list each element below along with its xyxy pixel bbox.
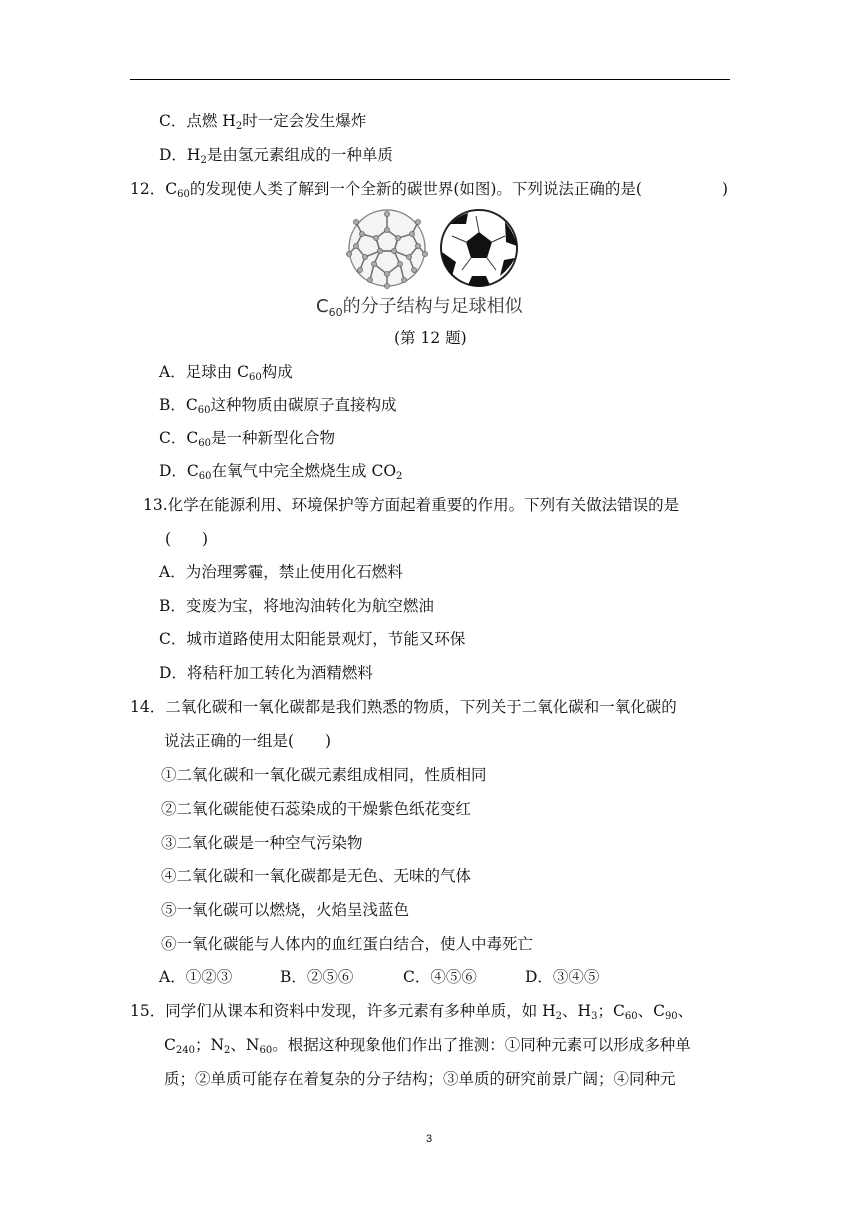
q15-line-3: 质；②单质可能存在着复杂的分子结构；③单质的研究前景广阔；④同种元 [164, 1070, 676, 1088]
q14-option-c: C．④⑤⑥ [403, 968, 477, 986]
q14-option-d: D．③④⑤ [525, 968, 600, 986]
q14-option-a: A．①②③ [159, 968, 233, 986]
q13-option-b: B．变废为宝，将地沟油转化为航空燃油 [159, 597, 434, 615]
figure-number: (第 12 题) [394, 329, 467, 347]
q12-option-c: C．$C_{60}$是一种新型化合物 [159, 429, 335, 449]
page-number: 3 [426, 1133, 433, 1145]
c60-molecule-icon [346, 210, 427, 289]
q12-option-a: A．足球由 $C_{60}$构成 [159, 363, 293, 383]
figure-caption: $C_{60}$的分子结构与足球相似 [316, 296, 523, 319]
q14-statement: ⑤一氧化碳可以燃烧，火焰呈浅蓝色 [161, 901, 410, 919]
q12-option-d: D．$C_{60}$在氧气中完全燃烧生成 $CO_2$ [159, 462, 403, 482]
q15-line-1: 15．同学们从课本和资料中发现，许多元素有多种单质，如 $H_2$、$H_3$；$C_{60}$、$C_{90}$、 [130, 1002, 694, 1022]
q11-option-d: D．$H_2$是由氢元素组成的一种单质 [159, 146, 393, 166]
q13-option-a: A．为治理雾霾，禁止使用化石燃料 [159, 563, 403, 581]
q14-option-b: B．②⑤⑥ [280, 968, 354, 986]
q14-statement: ①二氧化碳和一氧化碳元素组成相同，性质相同 [161, 766, 487, 784]
q13-stem: 13.化学在能源利用、环境保护等方面起着重要的作用。下列有关做法错误的是 [143, 496, 680, 514]
q14-statement: ②二氧化碳能使石蕊染成的干燥紫色纸花变红 [161, 800, 472, 818]
football-icon [441, 210, 517, 287]
q13-answer-paren: ( ) [165, 530, 209, 548]
q12-stem: 12．$C_{60}$的发现使人类了解到一个全新的碳世界(如图)。下列说法正确的是( ) [130, 180, 729, 200]
q14-statement: ⑥一氧化碳能与人体内的血红蛋白结合，使人中毒死亡 [161, 935, 534, 953]
q14-statement: ③二氧化碳是一种空气污染物 [161, 834, 363, 852]
q14-stem: 14．二氧化碳和一氧化碳都是我们熟悉的物质，下列关于二氧化碳和一氧化碳的 [130, 698, 677, 716]
q11-option-c: C．点燃 $H_2$时一定会发生爆炸 [159, 112, 367, 132]
q14-statement: ④二氧化碳和一氧化碳都是无色、无味的气体 [161, 867, 472, 885]
header-rule [130, 79, 730, 80]
q13-option-d: D．将秸秆加工转化为酒精燃料 [159, 664, 373, 682]
q15-line-2: $C_{240}$；$N_2$、$N_{60}$。根据这种现象他们作出了推测：①同种元素可以形成多种单 [164, 1036, 691, 1056]
q13-option-c: C．城市道路使用太阳能景观灯，节能又环保 [159, 630, 466, 648]
q12-option-b: B．$C_{60}$这种物质由碳原子直接构成 [159, 396, 397, 416]
q14-stem-continued: 说法正确的一组是( ) [164, 732, 332, 750]
